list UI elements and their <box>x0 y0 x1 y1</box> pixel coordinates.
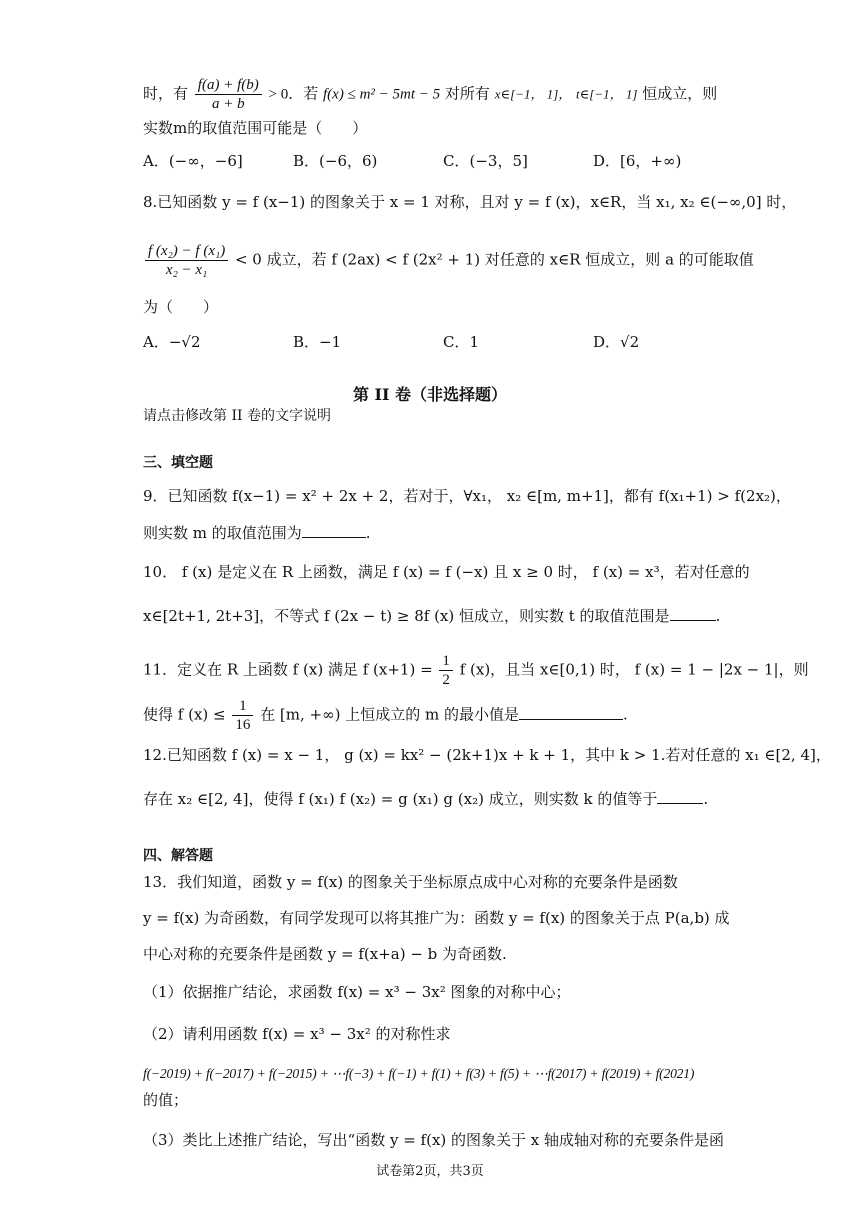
q7-option-d[interactable]: D．[6，+∞) <box>593 152 682 170</box>
q7-line2: 实数m的取值范围可能是（ ） <box>143 119 368 137</box>
q13-expr-tail: 的值； <box>143 1091 189 1109</box>
q11-frac2-den: 16 <box>235 717 251 733</box>
q7-inequality: f(x) ≤ m² − 5mt − 5 <box>323 86 441 103</box>
q13-part1: （1）依据推广结论，求函数 f(x) = x³ − 3x² 图象的对称中心； <box>143 983 571 1001</box>
q7-fraction <box>195 76 262 113</box>
q12-line2: 存在 x₂ ∈[2, 4]，使得 f (x₁) f (x₂) = g (x₁) g (x₂) 成立，则实数 k 的值等于 . <box>143 790 709 808</box>
q11-frac1-num: 1 <box>439 652 453 671</box>
q8-line2-text: < 0 成立，若 f (2ax) < f (2x² + 1) 对任意的 x∈R 恒成立，则 a 的可能取值 <box>234 250 754 269</box>
q11-line2-a: 使得 f (x) ≤ <box>143 705 226 724</box>
q11-answer-blank[interactable] <box>519 705 623 720</box>
q13-line3: 中心对称的充要条件是函数 y = f(x+a) − b 为奇函数. <box>143 945 507 963</box>
q13-part3: （3）类比上述推广结论，写出“函数 y = f(x) 的图象关于 x 轴成轴对称的充要条件是函 <box>143 1131 725 1149</box>
q7-cond-t: t∈[−1， 1] <box>576 86 638 102</box>
q8-options <box>143 332 743 352</box>
q7-options <box>143 151 743 171</box>
q9-line2-text: 则实数 m 的取值范围为 <box>143 524 302 542</box>
q10-line1: 10． f (x) 是定义在 R 上函数，满足 f (x) = f (−x) 且 x ≥ 0 时， f (x) = x³，若对任意的 <box>143 563 750 581</box>
q11-frac-half <box>439 652 453 689</box>
section3-title: 三、填空题 <box>143 455 213 471</box>
q13-sum-expression: f(−2019) + f(−2017) + f(−2015) + ⋯f(−3) + f(−1) + f(1) + f(3) + f(5) + ⋯f(2017) + f(2019) + f(2021) <box>143 1066 695 1081</box>
part2-note[interactable]: 请点击修改第 II 卷的文字说明 <box>143 408 331 424</box>
q7-option-b[interactable]: B．(−6，6) <box>293 152 378 170</box>
q13-line2: y = f(x) 为奇函数，有同学发现可以将其推广为：函数 y = f(x) 的图象关于点 P(a,b) 成 <box>143 909 730 927</box>
section4-title: 四、解答题 <box>143 848 213 864</box>
q12-line2-text: 存在 x₂ ∈[2, 4]，使得 f (x₁) f (x₂) = g (x₁) g (x₂) 成立，则实数 k 的值等于 <box>143 790 658 808</box>
q7-mid: > 0．若 <box>268 86 319 103</box>
q10-line2-text: x∈[2t+1, 2t+3]，不等式 f (2x − t) ≥ 8f (x) 恒成立，则实数 t 的取值范围是 <box>143 607 670 625</box>
q8-line1: 8.已知函数 y = f (x−1) 的图象关于 x = 1 对称，且对 y = f (x)，x∈R，当 x₁, x₂ ∈(−∞,0] 时， <box>143 193 797 211</box>
q8-fraction <box>145 242 228 279</box>
q8-option-a[interactable]: A．−√2 <box>143 333 201 351</box>
q8-line3: 为（ ） <box>143 298 219 316</box>
q9-line2: 则实数 m 的取值范围为 . <box>143 524 371 542</box>
q10-answer-blank[interactable] <box>670 606 716 621</box>
q10-line2: x∈[2t+1, 2t+3]，不等式 f (2x − t) ≥ 8f (x) 恒成立，则实数 t 的取值范围是 . <box>143 607 721 625</box>
q11-line2-b: 在 [m, +∞) 上恒成立的 m 的最小值是 <box>260 705 519 724</box>
q8-frac-num: f (x₂) − f (x₁) <box>145 242 228 261</box>
q7-option-a[interactable]: A．(−∞，−6] <box>143 152 243 170</box>
q13-part2: （2）请利用函数 f(x) = x³ − 3x² 的对称性求 <box>143 1025 451 1043</box>
q7-cond-x: x∈[−1， 1]， <box>494 86 572 102</box>
q7-cond-text: 对所有 <box>444 84 490 103</box>
q8-option-c[interactable]: C．1 <box>443 333 480 351</box>
q11-line1 <box>143 652 809 689</box>
q11-frac1-den: 2 <box>442 672 450 688</box>
q7-frac-num: f(a) + f(b) <box>195 76 262 95</box>
q7-line1 <box>143 76 717 113</box>
q8-line2 <box>143 242 754 279</box>
page-footer: 试卷第2页，共3页 <box>376 1164 484 1179</box>
q11-frac2-num: 1 <box>232 697 253 716</box>
part2-title: 第 II 卷（非选择题） <box>352 385 508 404</box>
q9-answer-blank[interactable] <box>302 523 366 538</box>
q8-option-d[interactable]: D．√2 <box>593 333 640 351</box>
q13-line1: 13．我们知道，函数 y = f(x) 的图象关于坐标原点成中心对称的充要条件是函数 <box>143 873 678 891</box>
q11-line2: 使得 f (x) ≤ $\frac{1}{16}$ 在 [m, +∞) 上恒成立的 m 的最小值是 . <box>143 698 628 733</box>
q8-frac-den: x₂ − x₁ <box>165 262 208 278</box>
q7-frac-den: a + b <box>211 96 245 112</box>
q7-prefix: 时，有 <box>143 84 189 103</box>
q8-option-b[interactable]: B．−1 <box>293 333 342 351</box>
q11-line1-b: f (x)，且当 x∈[0,1) 时， f (x) = 1 − |2x − 1|，则 <box>459 660 809 679</box>
q11-line1-a: 11．定义在 R 上函数 f (x) 满足 f (x+1) = <box>143 660 433 679</box>
q9-line1: 9．已知函数 f(x−1) = x² + 2x + 2，若对于，∀x₁， x₂ ∈[m, m+1]，都有 f(x₁+1) > f(2x₂)， <box>143 487 791 505</box>
q12-answer-blank[interactable] <box>657 789 703 804</box>
q7-option-c[interactable]: C．(−3，5] <box>443 152 528 170</box>
q7-end: 恒成立，则 <box>642 84 718 103</box>
q12-line1: 12.已知函数 f (x) = x − 1， g (x) = kx² − (2k+1)x + k + 1，其中 k > 1.若对任意的 x₁ ∈[2, 4]， <box>143 746 831 764</box>
q11-frac-sixteenth <box>232 697 253 734</box>
